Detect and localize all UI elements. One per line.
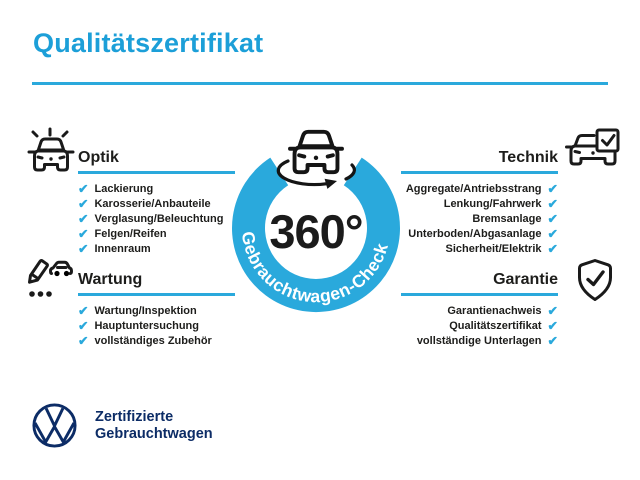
- car-360-rotation-icon: [290, 132, 342, 172]
- degree-label: 360°: [269, 205, 363, 258]
- checklist-item-label: Garantienachweis: [447, 305, 542, 318]
- checklist-item-label: Unterboden/Abgasanlage: [408, 228, 542, 241]
- footer-line2: Gebrauchtwagen: [95, 425, 213, 442]
- section-heading: Optik: [78, 149, 119, 166]
- check-icon: ✔: [547, 242, 558, 257]
- footer-line1: Zertifizierte: [95, 409, 174, 425]
- checklist-item-label: Felgen/Reifen: [94, 228, 167, 241]
- check-icon: ✔: [547, 227, 558, 242]
- checklist-item-label: vollständige Unterlagen: [416, 335, 542, 348]
- section-heading: Technik: [498, 149, 558, 166]
- checklist-item-label: Lenkung/Fahrwerk: [443, 198, 542, 211]
- car-checkbox-icon: [565, 128, 622, 174]
- check-icon: ✔: [78, 319, 89, 334]
- checklist-item-label: Bremsanlage: [472, 213, 542, 226]
- check-icon: ✔: [78, 182, 89, 197]
- title-divider: [32, 82, 608, 85]
- vw-logo: [31, 402, 78, 449]
- check-icon: ✔: [78, 227, 89, 242]
- checklist-item-label: Karosserie/Anbauteile: [94, 198, 211, 211]
- rotation-arrowhead: [325, 179, 337, 189]
- check-icon: ✔: [547, 304, 558, 319]
- check-icon: ✔: [78, 242, 89, 257]
- section-heading: Garantie: [493, 271, 558, 288]
- check-icon: ✔: [547, 212, 558, 227]
- shield-check-icon: [572, 257, 618, 305]
- inspection-pencil-car-icon: [24, 254, 74, 302]
- checklist-item-label: Aggregate/Antriebsstrang: [405, 183, 542, 196]
- section-heading: Wartung: [78, 271, 143, 288]
- checklist-item-label: vollständiges Zubehör: [94, 335, 212, 348]
- check-icon: ✔: [547, 182, 558, 197]
- checklist-item-label: Verglasung/Beleuchtung: [94, 213, 224, 226]
- page-title: Qualitätszertifikat: [33, 28, 264, 58]
- check-icon: ✔: [78, 197, 89, 212]
- check-icon: ✔: [78, 304, 89, 319]
- checklist-item-label: Qualitätszertifikat: [449, 320, 542, 333]
- checklist-item-label: Lackierung: [94, 183, 154, 196]
- footer-brand-text: [95, 409, 213, 442]
- checklist-item-label: Hauptuntersuchung: [94, 320, 199, 333]
- gebrauchtwagen-check-badge: [206, 108, 426, 338]
- check-icon: ✔: [78, 334, 89, 349]
- check-icon: ✔: [78, 212, 89, 227]
- check-icon: ✔: [547, 319, 558, 334]
- check-icon: ✔: [547, 197, 558, 212]
- check-icon: ✔: [547, 334, 558, 349]
- checklist-item-label: Innenraum: [94, 243, 151, 256]
- car-shine-icon: [26, 127, 76, 173]
- checklist-item-label: Sicherheit/Elektrik: [445, 243, 542, 256]
- ring-curved-label: Gebrauchtwagen-Check: [237, 230, 392, 307]
- checklist-item-label: Wartung/Inspektion: [94, 305, 197, 318]
